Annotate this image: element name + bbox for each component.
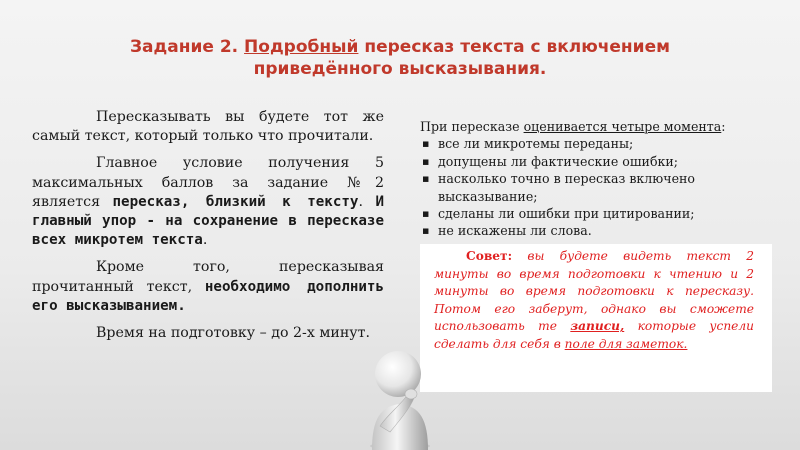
paragraph-2-text: Главное условие получения 5 максимальных баллов за задание №2 является bbox=[32, 155, 384, 210]
paragraph-3-text: Кроме того, пересказывая прочитанный текст, bbox=[32, 259, 384, 295]
title-rest: пересказ текста с включением приведённого высказывания. bbox=[253, 37, 671, 79]
criteria-item: ▪ насколько точно в пересказ включено высказывание; bbox=[420, 170, 770, 205]
paragraph-2-bold-1: пересказ, близкий к тексту bbox=[112, 193, 359, 210]
advice-bold: записи, bbox=[570, 319, 625, 334]
criteria-lead bbox=[420, 118, 770, 135]
paragraph-4 bbox=[32, 324, 384, 343]
criteria-lead-text: При пересказе bbox=[420, 119, 524, 134]
title-prefix: Задание 2. bbox=[129, 37, 245, 57]
advice-text-1: вы будете видеть текст 2 минуты во время подготовки к чтению и 2 минуты во время подготовки к пересказу. Потом его заберут, однако вы сможете использовать те bbox=[434, 249, 754, 334]
advice-box bbox=[420, 244, 772, 392]
slide-title bbox=[60, 36, 740, 80]
paragraph-2-end: . bbox=[202, 232, 208, 249]
criteria-lead-underlined: оценивается четыре момента bbox=[523, 119, 722, 134]
criteria-item: ▪ все ли микротемы переданы; bbox=[420, 135, 770, 152]
advice-text-2: которые успели сделать для себя в bbox=[434, 319, 754, 351]
advice-text bbox=[434, 248, 754, 354]
thinking-person-icon bbox=[356, 340, 442, 450]
paragraph-2-sep: . bbox=[358, 193, 376, 210]
criteria-item: ▪ не искажены ли слова. bbox=[420, 222, 770, 239]
paragraph-2-bold-2: И главный упор - на сохранение в пересказе всех микротем текста bbox=[32, 193, 384, 249]
paragraph-1-text: Пересказывать вы будете тот же самый текст, который только что прочитали. bbox=[32, 109, 384, 145]
left-column bbox=[32, 108, 384, 351]
criteria-list bbox=[420, 135, 770, 239]
paragraph-3 bbox=[32, 258, 384, 316]
title-underlined: Подробный bbox=[244, 37, 359, 57]
criteria-lead-colon: : bbox=[721, 119, 726, 134]
advice-label: Совет: bbox=[466, 249, 513, 263]
paragraph-3-bold: необходимо дополнить его высказыванием. bbox=[32, 278, 384, 314]
paragraph-1 bbox=[32, 108, 384, 146]
advice-underlined: поле для заметок. bbox=[564, 336, 688, 351]
criteria-block bbox=[420, 118, 770, 240]
criteria-item: ▪ допущены ли фактические ошибки; bbox=[420, 153, 770, 170]
criteria-item: ▪ сделаны ли ошибки при цитировании; bbox=[420, 205, 770, 222]
paragraph-4-text: Время на подготовку – до 2-х минут. bbox=[96, 325, 371, 342]
paragraph-2 bbox=[32, 154, 384, 250]
